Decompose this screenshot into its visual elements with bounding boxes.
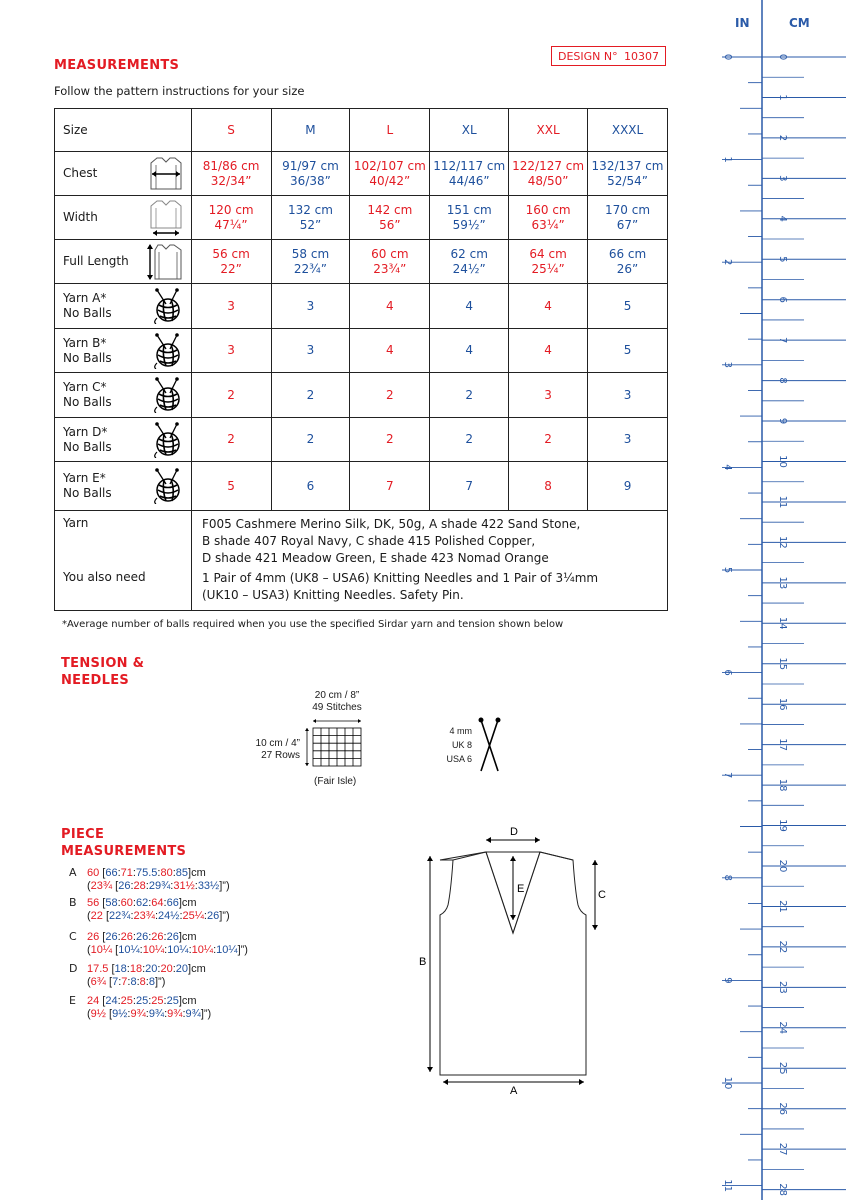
yarn-label: Yarn bbox=[63, 516, 89, 530]
ruler-cm-number: 17 bbox=[777, 738, 788, 752]
ruler-in-number: 0 bbox=[722, 53, 733, 61]
length-s-in: 22” bbox=[220, 261, 242, 276]
chest-m-in: 36/38” bbox=[290, 173, 331, 188]
length-xxl-in: 25¼” bbox=[531, 261, 565, 276]
ruler-in-number: 9 bbox=[722, 977, 733, 984]
yarn-e-balls-label: No Balls bbox=[63, 486, 112, 500]
ruler-cm-number: 12 bbox=[777, 536, 788, 549]
yarn-b-s: 3 bbox=[191, 329, 271, 373]
ruler-in-number: 1 bbox=[722, 156, 733, 163]
yarn-c-l: 2 bbox=[350, 373, 430, 418]
yarn-a-xxl: 4 bbox=[509, 284, 588, 329]
full-length-label: Full Length bbox=[63, 254, 129, 268]
diagram-label-d: D bbox=[510, 826, 518, 838]
yarn-line-1: F005 Cashmere Merino Silk, DK, 50g, A shade 422 Sand Stone, bbox=[202, 517, 581, 531]
chest-row bbox=[55, 152, 668, 196]
ruler-cm-number: 5 bbox=[777, 256, 788, 263]
ruler-cm-number: 27 bbox=[777, 1142, 788, 1156]
ruler-cm-number: 22 bbox=[777, 940, 788, 954]
piece-letter: D bbox=[69, 962, 78, 975]
diagram-label-a: A bbox=[510, 1085, 518, 1097]
ruler-in-number: 3 bbox=[722, 361, 733, 368]
page-subtitle: Follow the pattern instructions for your size bbox=[54, 84, 305, 98]
piece-letter: A bbox=[69, 866, 77, 879]
width-label: Width bbox=[63, 210, 98, 224]
size-header-row bbox=[55, 109, 668, 152]
yarn-b-balls-label: No Balls bbox=[63, 350, 112, 365]
chest-garment-icon bbox=[149, 155, 183, 193]
chest-l-cm: 102/107 cm bbox=[353, 158, 426, 173]
size-s: S bbox=[191, 109, 271, 152]
ruler-in-number: 4 bbox=[722, 464, 733, 471]
yarn-a-row bbox=[55, 284, 668, 329]
needle-uk: UK 8 bbox=[451, 740, 472, 750]
yarn-a-xl: 4 bbox=[430, 284, 509, 329]
length-xl-in: 24½” bbox=[452, 261, 486, 276]
size-l: L bbox=[350, 109, 430, 152]
yarn-a-balls-label: No Balls bbox=[63, 306, 112, 320]
length-xxl-cm: 64 cm bbox=[529, 246, 567, 261]
ruler-in-number: 6 bbox=[722, 669, 733, 676]
piece-value-in: (6¾ [7:7:8:8:8]”) bbox=[87, 976, 166, 988]
width-row bbox=[55, 196, 668, 240]
yarn-b-l: 4 bbox=[350, 329, 430, 373]
ruler-cm-number: 16 bbox=[777, 697, 788, 711]
yarn-e-row bbox=[55, 462, 668, 511]
piece-value-cm: 24 [24:25:25:25:25]cm bbox=[87, 995, 197, 1007]
piece-heading-line2: MEASUREMENTS bbox=[61, 844, 187, 859]
needle-mm: 4 mm bbox=[449, 726, 472, 736]
length-xxxl-in: 26” bbox=[616, 261, 639, 276]
ruler-cm-number: 10 bbox=[777, 455, 788, 468]
piece-value-in: (9½ [9½:9¾:9¾:9¾:9¾]”) bbox=[87, 1008, 212, 1020]
size-xxl: XXL bbox=[509, 109, 588, 152]
yarn-ball-icon bbox=[151, 333, 183, 369]
ruler-cm-number: 18 bbox=[777, 778, 788, 792]
tension-pattern-label: (Fair Isle) bbox=[314, 776, 357, 787]
also-need-label: You also need bbox=[63, 570, 146, 584]
yarn-d-xl: 2 bbox=[430, 418, 509, 462]
yarn-ball-icon bbox=[151, 468, 183, 504]
need-line-1: 1 Pair of 4mm (UK8 – USA6) Knitting Needles and 1 Pair of 3¼mm bbox=[202, 571, 599, 585]
tension-height-label bbox=[252, 738, 300, 762]
chest-xxxl-cm: 132/137 cm bbox=[591, 158, 664, 173]
ruler-cm-number: 23 bbox=[777, 980, 788, 994]
yarn-e-xxl: 8 bbox=[509, 462, 588, 511]
yarn-line-2: B shade 407 Royal Navy, C shade 415 Polished Copper, bbox=[202, 534, 536, 548]
yarn-b-xxl: 4 bbox=[509, 329, 588, 373]
tension-width-label bbox=[306, 690, 368, 714]
ruler-cm-number: 4 bbox=[777, 215, 788, 222]
needle-usa: USA 6 bbox=[446, 754, 472, 764]
width-m-cm: 132 cm bbox=[287, 202, 333, 217]
ruler bbox=[700, 0, 849, 1200]
chest-xxl-in: 48/50” bbox=[527, 173, 569, 188]
ruler-cm-number: 28 bbox=[777, 1183, 788, 1196]
size-xl: XL bbox=[430, 109, 509, 152]
tension-rows: 27 Rows bbox=[261, 750, 300, 761]
ruler-cm-number: 24 bbox=[777, 1021, 788, 1035]
chest-xxxl-in: 52/54” bbox=[607, 173, 648, 188]
yarn-a-m: 3 bbox=[271, 284, 350, 329]
chest-xl-in: 44/46” bbox=[448, 173, 490, 188]
tension-stitches: 49 Stitches bbox=[312, 702, 362, 713]
width-garment-icon bbox=[149, 198, 183, 238]
width-s-in: 47¼” bbox=[214, 217, 248, 232]
chest-label: Chest bbox=[63, 166, 98, 180]
need-line-2: (UK10 – USA3) Knitting Needles. Safety Pin. bbox=[202, 588, 464, 602]
piece-heading-line1: PIECE bbox=[61, 827, 105, 842]
yarn-a-l: 4 bbox=[350, 284, 430, 329]
ruler-in-number: 5 bbox=[722, 566, 733, 574]
ruler-cm-number: 20 bbox=[777, 859, 788, 873]
yarn-e-m: 6 bbox=[271, 462, 350, 511]
size-m: M bbox=[271, 109, 350, 152]
ruler-cm-number: 11 bbox=[777, 495, 788, 509]
size-label: Size bbox=[55, 109, 192, 152]
yarn-d-row bbox=[55, 418, 668, 462]
yarn-description bbox=[202, 516, 580, 567]
ruler-in-number: 11 bbox=[722, 1179, 733, 1192]
piece-value-cm: 60 [66:71:75.5:80:85]cm bbox=[87, 867, 206, 879]
chest-xxl-cm: 122/127 cm bbox=[512, 158, 585, 173]
chest-s-in: 32/34” bbox=[210, 173, 252, 188]
ruler-in-number: 2 bbox=[722, 259, 733, 266]
width-xxxl-cm: 170 cm bbox=[605, 202, 651, 217]
page-title: MEASUREMENTS bbox=[54, 58, 180, 73]
design-number: 10307 bbox=[624, 49, 659, 63]
tension-heading-line1: TENSION & bbox=[61, 656, 145, 671]
yarn-a-label: Yarn A* bbox=[63, 291, 107, 305]
yarn-e-l: 7 bbox=[350, 462, 430, 511]
ruler-cm-number: 8 bbox=[777, 377, 788, 384]
tension-width: 20 cm / 8” bbox=[314, 690, 360, 701]
yarn-b-m: 3 bbox=[271, 329, 350, 373]
yarn-c-label: Yarn C* bbox=[63, 380, 107, 394]
ruler-cm-number: 0 bbox=[777, 53, 788, 61]
yarn-d-l: 2 bbox=[350, 418, 430, 462]
width-xxl-cm: 160 cm bbox=[525, 202, 571, 217]
piece-value-cm: 17.5 [18:18:20:20:20]cm bbox=[87, 963, 206, 975]
piece-letter: B bbox=[69, 896, 77, 909]
length-xl-cm: 62 cm bbox=[450, 246, 488, 261]
yarn-d-xxl: 2 bbox=[509, 418, 588, 462]
ruler-in-number: 7 bbox=[722, 772, 733, 779]
measurements-table bbox=[54, 108, 668, 511]
yarn-c-xxl: 3 bbox=[509, 373, 588, 418]
yarn-b-xxxl: 5 bbox=[588, 329, 668, 373]
also-need-description bbox=[202, 570, 598, 604]
ruler-cm-number: 9 bbox=[777, 417, 788, 425]
size-xxxl: XXXL bbox=[588, 109, 668, 152]
yarn-d-balls-label: No Balls bbox=[63, 439, 112, 454]
piece-letter: C bbox=[69, 930, 77, 943]
yarn-line-3: D shade 421 Meadow Green, E shade 423 Nomad Orange bbox=[202, 551, 549, 565]
diagram-label-c: C bbox=[598, 889, 606, 901]
ruler-cm-number: 6 bbox=[777, 296, 788, 303]
yarn-info-divider bbox=[191, 509, 192, 610]
length-l-cm: 60 cm bbox=[371, 246, 409, 261]
ruler-cm-number: 26 bbox=[777, 1102, 788, 1116]
yarn-d-xxxl: 3 bbox=[588, 418, 668, 462]
yarn-info-box bbox=[54, 509, 668, 611]
chest-s-cm: 81/86 cm bbox=[202, 158, 260, 173]
yarn-c-row bbox=[55, 373, 668, 418]
tension-heading-line2: NEEDLES bbox=[61, 673, 130, 688]
ruler-cm-label: CM bbox=[789, 16, 810, 30]
yarn-ball-icon bbox=[151, 377, 183, 413]
ruler-cm-number: 3 bbox=[777, 175, 788, 182]
design-label: DESIGN N° bbox=[558, 49, 618, 63]
width-l-in: 56” bbox=[379, 217, 401, 232]
width-xl-in: 59½” bbox=[452, 217, 486, 232]
knitting-needles-icon bbox=[476, 716, 504, 774]
width-xxxl-in: 67” bbox=[616, 217, 639, 232]
yarn-e-xl: 7 bbox=[430, 462, 509, 511]
needle-size-labels bbox=[440, 724, 472, 766]
yarn-d-m: 2 bbox=[271, 418, 350, 462]
chest-xl-cm: 112/117 cm bbox=[433, 158, 506, 173]
tension-height: 10 cm / 4” bbox=[255, 738, 300, 749]
ruler-cm-number: 25 bbox=[777, 1061, 788, 1075]
full-length-row bbox=[55, 240, 668, 284]
yarn-ball-icon bbox=[151, 422, 183, 458]
width-l-cm: 142 cm bbox=[367, 202, 413, 217]
yarn-d-label: Yarn D* bbox=[63, 424, 108, 439]
width-xxl-in: 63¼” bbox=[531, 217, 565, 232]
ruler-cm-number: 7 bbox=[777, 336, 788, 344]
ruler-cm-number: 14 bbox=[777, 616, 788, 630]
vest-schematic-diagram bbox=[410, 820, 620, 1100]
piece-value-in: (22 [22¾:23¾:24½:25¼:26]”) bbox=[87, 910, 230, 922]
yarn-c-xxxl: 3 bbox=[588, 373, 668, 418]
yarn-a-xxxl: 5 bbox=[588, 284, 668, 329]
yarn-e-label: Yarn E* bbox=[63, 471, 106, 485]
yarn-b-xl: 4 bbox=[430, 329, 509, 373]
yarn-c-s: 2 bbox=[191, 373, 271, 418]
ruler-cm-number: 19 bbox=[777, 819, 788, 832]
width-m-in: 52” bbox=[299, 217, 322, 232]
chest-l-in: 40/42” bbox=[369, 173, 411, 188]
length-s-cm: 56 cm bbox=[212, 246, 250, 261]
width-s-cm: 120 cm bbox=[208, 202, 254, 217]
length-xxxl-cm: 66 cm bbox=[608, 246, 647, 261]
yarn-b-row bbox=[55, 329, 668, 373]
length-m-cm: 58 cm bbox=[291, 246, 330, 261]
piece-letter: E bbox=[69, 994, 76, 1007]
piece-value-cm: 56 [58:60:62:64:66]cm bbox=[87, 897, 197, 909]
ruler-cm-number: 21 bbox=[777, 900, 788, 913]
ruler-cm-number: 13 bbox=[777, 576, 788, 590]
piece-value-in: (23¾ [26:28:29¾:31½:33½]”) bbox=[87, 880, 230, 892]
piece-heading bbox=[61, 826, 186, 860]
ruler-in-number: 10 bbox=[722, 1076, 733, 1090]
diagram-label-e: E bbox=[517, 883, 525, 895]
ruler-cm-number: 2 bbox=[777, 134, 788, 142]
yarn-c-m: 2 bbox=[271, 373, 350, 418]
tension-heading bbox=[61, 655, 144, 689]
ruler-cm-number: 15 bbox=[777, 657, 788, 671]
width-xl-cm: 151 cm bbox=[446, 202, 492, 217]
yarn-c-balls-label: No Balls bbox=[63, 395, 112, 409]
design-number-box bbox=[551, 46, 666, 66]
yarn-e-xxxl: 9 bbox=[588, 462, 668, 511]
length-garment-icon bbox=[147, 242, 183, 282]
yarn-d-s: 2 bbox=[191, 418, 271, 462]
chest-m-cm: 91/97 cm bbox=[282, 158, 339, 173]
ruler-cm-number: 1 bbox=[777, 94, 788, 101]
yarn-ball-icon bbox=[151, 288, 183, 324]
piece-value-in: (10¼ [10¼:10¼:10¼:10¼:10¼]”) bbox=[87, 944, 248, 956]
tension-square-icon bbox=[303, 718, 365, 770]
length-l-in: 23¾” bbox=[373, 261, 407, 276]
yarn-b-label: Yarn B* bbox=[63, 335, 107, 350]
piece-value-cm: 26 [26:26:26:26:26]cm bbox=[87, 931, 197, 943]
diagram-label-b: B bbox=[419, 956, 427, 968]
length-m-in: 22¾” bbox=[293, 261, 328, 276]
ruler-in-number: 8 bbox=[722, 874, 733, 881]
yarn-e-s: 5 bbox=[191, 462, 271, 511]
yarn-a-s: 3 bbox=[191, 284, 271, 329]
yarn-c-xl: 2 bbox=[430, 373, 509, 418]
ruler-in-label: IN bbox=[735, 16, 750, 30]
footnote: *Average number of balls required when you use the specified Sirdar yarn and tension shown below bbox=[62, 619, 564, 630]
